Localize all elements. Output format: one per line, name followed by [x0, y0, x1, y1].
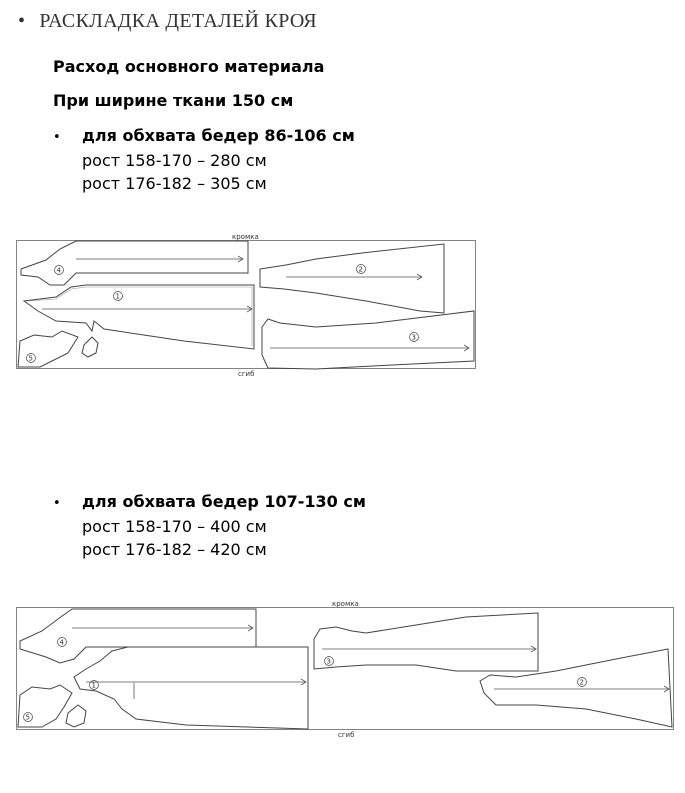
piece-number: 3 — [411, 333, 416, 342]
size-group-2 — [53, 490, 366, 561]
piece-number: 5 — [25, 713, 30, 722]
bullet-icon: • — [53, 130, 61, 145]
section-title — [18, 10, 317, 33]
selvage-label: кромка — [332, 601, 359, 608]
fold-label: сгиб — [338, 731, 355, 739]
piece-number: 4 — [56, 266, 61, 275]
consumption-line: рост 158-170 – 280 см — [82, 151, 267, 170]
layout-diagram-1 — [16, 233, 478, 377]
consumption-line: рост 176-182 – 420 см — [82, 540, 267, 559]
selvage-label: кромка — [232, 233, 259, 241]
fold-label: сгиб — [238, 370, 255, 377]
size-group-title: для обхвата бедер 107-130 см — [82, 492, 366, 511]
consumption-line: рост 158-170 – 400 см — [82, 517, 267, 536]
size-group-1 — [53, 124, 355, 195]
piece-number: 5 — [28, 354, 33, 363]
size-group-title: для обхвата бедер 86-106 см — [82, 126, 355, 145]
bullet-icon: • — [18, 10, 26, 32]
layout-diagram-2 — [16, 601, 676, 743]
piece-number: 3 — [326, 657, 331, 666]
piece-number: 1 — [91, 681, 96, 690]
piece-number: 2 — [358, 265, 363, 274]
piece-number: 2 — [579, 678, 584, 687]
consumption-line: рост 176-182 – 305 см — [82, 174, 267, 193]
piece-number: 1 — [115, 292, 120, 301]
section-title-text: РАСКЛАДКА ДЕТАЛЕЙ КРОЯ — [39, 10, 317, 32]
material-heading: Расход основного материала — [53, 57, 325, 76]
fabric-width: При ширине ткани 150 см — [53, 91, 294, 110]
piece-number: 4 — [59, 638, 64, 647]
bullet-icon: • — [53, 496, 61, 511]
